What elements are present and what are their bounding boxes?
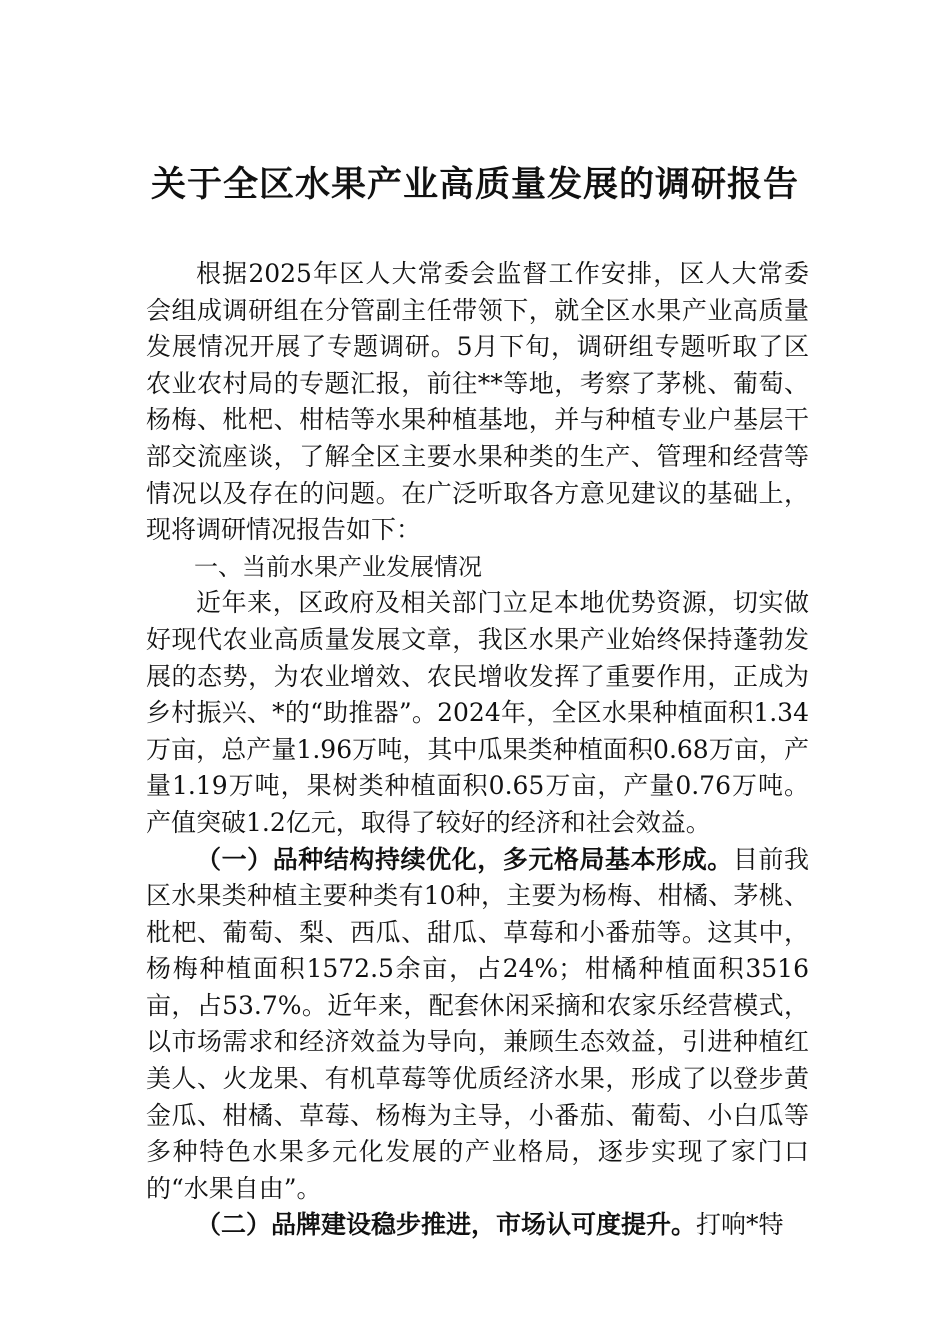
- section-paragraph: 近年来，区政府及相关部门立足本地优势资源，切实做好现代农业高质量发展文章，我区水果产业始终保持蓬勃发展的态势，为农业增效、农民增收发挥了重要作用，正成为乡村振兴、*的“助推器”。2024年，全区水果种植面积1.34万亩，总产量1.96万吨，其中瓜果类种植面积0.68万亩，产量1.19万吨，果树类种植面积0.65万亩，产量0.76万吨。产值突破1.2亿元，取得了较好的经济和社会效益。: [146, 588, 809, 837]
- subsection-heading-2: （二）品牌建设稳步推进，市场认可度提升。: [196, 1210, 697, 1240]
- intro-paragraph: 根据2025年区人大常委会监督工作安排，区人大常委会组成调研组在分管副主任带领下，就全区水果产业高质量发展情况开展了专题调研。5月下旬，调研组专题听取了区农业农村局的专题汇报，前往**等地，考察了茅桃、葡萄、杨梅、枇杷、柑桔等水果种植基地，并与种植专业户基层干部交流座谈，了解全区主要水果种类的生产、管理和经营等情况以及存在的问题。在广泛听取各方意见建议的基础上，现将调研情况报告如下：: [146, 259, 809, 545]
- subsection-paragraph-1: [146, 842, 809, 1208]
- document-body: [146, 256, 809, 1244]
- subsection-body-2: 打响*特: [696, 1210, 784, 1240]
- subsection-paragraph-2: [146, 1207, 809, 1244]
- subsection-body-1: 目前我区水果类种植主要种类有10种，主要为杨梅、柑橘、茅桃、枇杷、葡萄、梨、西瓜、甜瓜、草莓和小番茄等。这其中，杨梅种植面积1572.5余亩，占24%；柑橘种植面积3516亩，占53.7%。近年来，配套休闲采摘和农家乐经营模式，以市场需求和经济效益为导向，兼顾生态效益，引进种植红美人、火龙果、有机草莓等优质经济水果，形成了以登步黄金瓜、柑橘、草莓、杨梅为主导，小番茄、葡萄、小白瓜等多种特色水果多元化发展的产业格局，逐步实现了家门口的“水果自由”。: [146, 844, 809, 1203]
- section-heading: 一、当前水果产业发展情况: [194, 552, 482, 581]
- document-title: 关于全区水果产业高质量发展的调研报告: [150, 164, 799, 205]
- subsection-heading-1: （一）品种结构持续优化，多元格局基本形成。: [196, 844, 733, 874]
